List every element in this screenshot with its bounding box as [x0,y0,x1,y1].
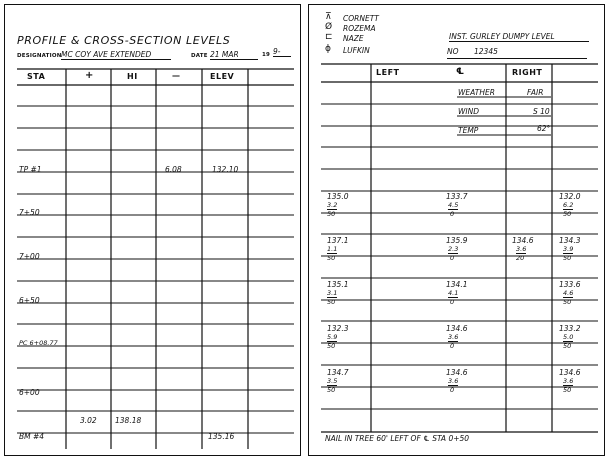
col-header-right: RIGHT [512,68,543,77]
sta-cell: PC 6+08.77 [19,339,58,347]
col-header-hi: HI [127,72,138,81]
centerline-icon: ℄ [456,67,465,77]
plus-cell: 3.02 [80,416,97,425]
elev-cell: 135.16 [208,432,235,441]
sta-cell: BM #4 [19,432,45,441]
hi-cell: 138.18 [115,416,142,425]
left-ruling [5,5,302,457]
no-value: 12345 [474,47,498,56]
page-title: PROFILE & CROSS-SECTION LEVELS [17,34,231,47]
date-label: DATE [191,53,208,59]
wind-value: S 10 [533,107,550,116]
crew-name: ROZEMA [343,24,376,33]
col-header-left: LEFT [376,68,400,77]
instrument-symbol-icon: ϕ [325,44,331,54]
temp-label: TEMP [458,126,479,135]
temp-value: 62° [537,124,551,133]
designation-label: DESIGNATION [17,53,62,59]
sta-cell: TP #1 [19,165,42,174]
sta-cell: 7+00 [19,252,40,261]
col-header-plus: + [85,70,94,81]
date-value: 21 MAR [210,51,258,60]
rod-symbol-icon: Ø [325,22,333,32]
left-page [4,4,301,456]
weather-value: FAIR [527,88,544,97]
col-header-minus: — [172,71,181,80]
chain-symbol-icon: ⊼ [325,12,332,22]
instrument-name: INST. GURLEY DUMPY LEVEL [449,33,589,42]
no-underline [447,58,587,59]
crew-name: LUFKIN [343,46,370,55]
year-value: 9- [273,48,291,57]
sta-cell: 6+00 [19,388,40,397]
crew-name: NAZE [343,34,364,43]
weather-label: WEATHER [458,88,495,97]
crew-name: CORNETT [343,14,379,23]
sta-cell: 6+50 [19,296,40,305]
benchmark-note: NAIL IN TREE 60' LEFT OF ℄ STA 0+50 [325,434,470,443]
wind-label: WIND [458,107,480,116]
col-header-sta: STA [27,72,46,81]
elev-cell: 132.10 [212,165,239,174]
no-label: NO [447,47,459,56]
designation-value: MC COY AVE EXTENDED [61,51,171,60]
minus-cell: 6.08 [165,165,182,174]
right-page: ⊼ CORNETT Ø ROZEMA ⊏ NAZE ϕ LUFKIN INST. GURLEY DUMPY LEVEL NO 12345 LEFT ℄ RIGHT WEATHER FAIR WIND S 10 TEMP 62° 135.0 3.2 50 133.7 4.5 0 132.0 6.2 50 137.1 1.1 50 135.9 2.3 0 134.6 3.6 20 134.3 3.9 50 135.1 3.1 50 134.1 4.1 0 133.6 4.6 50 132.3 5.9 50 134.6 3.6 0 133.2 5.0 50 134.7 3.5 50 134.6 3.6 0 134.6 3.6 50 NAIL IN TREE 60' LEFT OF ℄ STA 0+50 [308,4,605,456]
notes-symbol-icon: ⊏ [325,32,333,42]
year-prefix: 19 [262,52,271,58]
col-header-elev: ELEV [210,72,235,81]
sta-cell: 7+50 [19,208,40,217]
